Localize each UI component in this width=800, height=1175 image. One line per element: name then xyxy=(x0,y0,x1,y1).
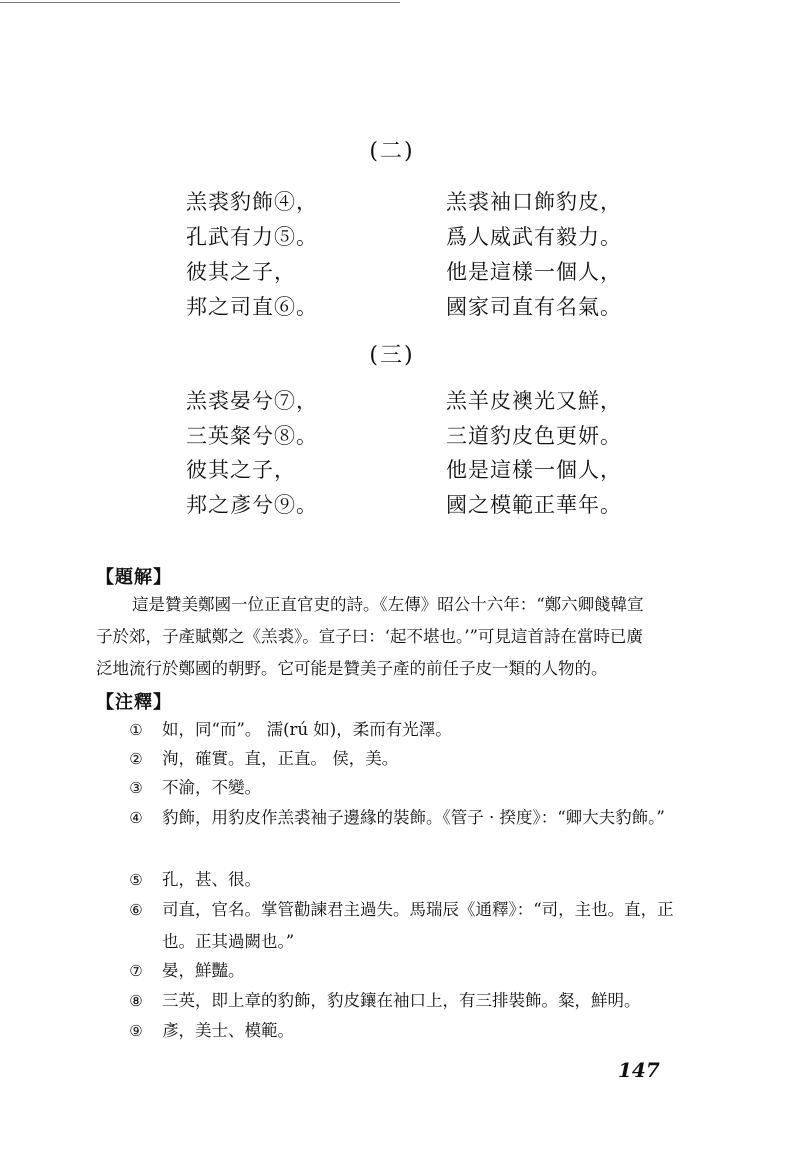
note-number: ① xyxy=(129,721,143,739)
note-text: 如，同“而”。 濡(rú 如)，柔而有光澤。 xyxy=(162,720,452,739)
stanza-3-translation-line-1: 羔羊皮襖光又鮮， xyxy=(446,389,622,413)
note-number: ⑥ xyxy=(129,901,143,919)
page-number: 147 xyxy=(618,1058,660,1082)
note-item xyxy=(124,894,684,958)
tijie-heading: 【題解】 xyxy=(96,567,172,588)
stanza-2-original-line-4: 邦之司直⑥。 xyxy=(186,295,318,319)
note-item xyxy=(124,802,684,834)
note-text: 三英，即上章的豹飾，豹皮鑲在袖口上，有三排裝飾。粲，鮮明。 xyxy=(162,991,641,1010)
top-rule xyxy=(0,2,400,3)
stanza-2-original-line-2: 孔武有力⑤。 xyxy=(186,225,318,249)
tijie-line-2: 子於郊，子產賦鄭之《羔裘》。宣子曰：‘起不堪也。’”可見這首詩在當時已廣 xyxy=(96,627,643,646)
note-number: ⑨ xyxy=(129,1022,143,1040)
stanza-3-title: (三) xyxy=(369,343,415,368)
note-number: ⑧ xyxy=(129,992,143,1010)
stanza-3-original-line-3: 彼其之子， xyxy=(186,458,296,482)
note-text: 晏，鮮豔。 xyxy=(162,961,245,980)
note-item xyxy=(124,772,684,804)
note-number: ② xyxy=(129,750,143,768)
note-item xyxy=(124,864,684,896)
stanza-2-title: (二) xyxy=(369,139,415,164)
note-text: 彥，美士、模範。 xyxy=(162,1021,294,1040)
stanza-2-translation-line-4: 國家司直有名氣。 xyxy=(446,295,622,319)
note-text: 洵，確實。直，正直。 侯，美。 xyxy=(162,749,399,768)
note-number: ⑤ xyxy=(129,871,143,889)
stanza-2-translation-line-3: 他是這樣一個人， xyxy=(446,260,622,284)
note-item xyxy=(124,955,684,987)
stanza-3-translation-line-4: 國之模範正華年。 xyxy=(446,493,622,517)
note-text: 豹飾，用豹皮作羔裘袖子邊緣的裝飾。《管子 · 揆度》：“卿大夫豹飾。” xyxy=(162,808,665,827)
stanza-3-translation-line-2: 三道豹皮色更妍。 xyxy=(446,424,622,448)
zhushi-heading: 【注釋】 xyxy=(96,692,172,713)
stanza-3-original-line-1: 羔裘晏兮⑦， xyxy=(186,389,318,413)
stanza-2-original-line-3: 彼其之子， xyxy=(186,260,296,284)
note-number: ④ xyxy=(129,809,143,827)
note-text: 孔，甚、很。 xyxy=(162,870,261,889)
stanza-3-original-line-2: 三英粲兮⑧。 xyxy=(186,424,318,448)
stanza-3-original-line-4: 邦之彥兮⑨。 xyxy=(186,493,318,517)
stanza-3-translation-line-3: 他是這樣一個人， xyxy=(446,458,622,482)
note-item xyxy=(124,714,684,746)
note-number: ③ xyxy=(129,779,143,797)
stanza-2-original-line-1: 羔裘豹飾④， xyxy=(186,190,318,214)
stanza-2-translation-line-2: 爲人威武有毅力。 xyxy=(446,225,622,249)
stanza-2-translation-line-1: 羔裘袖口飾豹皮， xyxy=(446,190,622,214)
note-item xyxy=(124,985,684,1017)
note-text: 不渝，不變。 xyxy=(162,778,261,797)
note-item xyxy=(124,743,684,775)
note-number: ⑦ xyxy=(129,962,143,980)
note-text: 司直，官名。掌管勸諫君主過失。馬瑞辰《通釋》：“司，主也。直，正也。正其過闕也。” xyxy=(162,900,674,951)
tijie-line-3: 泛地流行於鄭國的朝野。它可能是贊美子產的前任子皮一類的人物的。 xyxy=(96,659,608,678)
tijie-line-1: 這是贊美鄭國一位正直官吏的詩。《左傳》昭公十六年：“鄭六卿餞韓宣 xyxy=(132,595,644,614)
note-item xyxy=(124,1015,684,1047)
